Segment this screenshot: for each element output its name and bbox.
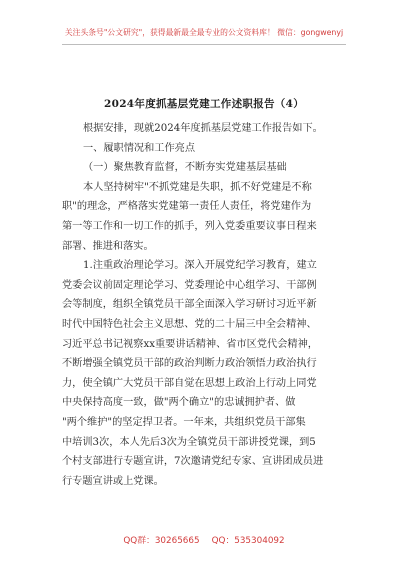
paragraph-line: 中培训3次，本人先后3次为全镇党员干部讲授党课，到5 — [62, 436, 316, 448]
paragraph-line: "两个维护"的坚定捍卫者。一年来，共组织党员干部集 — [62, 416, 306, 428]
paragraph-line: 习近平总书记视察xx重要讲话精神、省市区党代会精神， — [62, 338, 318, 350]
paragraph-line: 第一等工作和一切工作的抓手，列入党委重要议事日程来 — [62, 220, 317, 232]
paragraph-line: 1.注重政治理论学习。深入开展党纪学习教育，建立 — [83, 260, 317, 272]
footer-qq-number: QQ：535304092 — [211, 536, 285, 546]
document-title: 2024年度抓基层党建工作述职报告（4） — [103, 98, 305, 110]
paragraph-intro-line: 根据安排，现就2024年度抓基层党建工作报告如下。 — [83, 123, 323, 134]
paragraph-line: 党委会议前固定理论学习、党委理论中心组学习、干部例 — [62, 279, 317, 291]
section-heading: 一、履职情况和工作亮点 — [83, 142, 196, 154]
paragraph-line: 时代中国特色社会主义思想、党的二十届三中全会精神、 — [62, 318, 317, 330]
paragraph-line: 个村支部进行专题宣讲，7次邀请党纪专家、宣讲团成员进 — [62, 456, 324, 468]
subsection-heading: （一）聚焦教育监督，不断夯实党建基层基础 — [83, 162, 287, 174]
paragraph-line: 力，使全镇广大党员干部自觉在思想上政治上行动上同党 — [62, 377, 317, 389]
paragraph-line: 会等制度，组织全镇党员干部全面深入学习研讨习近平新 — [62, 299, 317, 311]
header-notice: 关注头条号"公文研究"，获得最新最全最专业的公文资料库！ 微信：gongwenyj — [64, 28, 344, 37]
paragraph-line: 不断增强全镇党员干部的政治判断力政治领悟力政治执行 — [62, 358, 317, 370]
paragraph-line: 行专题宣讲或上党课。 — [62, 475, 164, 487]
paragraph-line: 本人坚持树牢"不抓党建是失职，抓不好党建是不称 — [83, 181, 312, 193]
document-body — [62, 119, 352, 491]
footer-qq-group: QQ群：30265665 — [123, 536, 200, 546]
footer-contact — [0, 533, 408, 546]
paragraph-line: 职"的理念，严格落实党建第一责任人责任，将党建作为 — [62, 201, 312, 213]
paragraph-line: 部署、推进和落实。 — [62, 240, 154, 252]
paragraph-line: 中央保持高度一致，做"两个确立"的忠诚拥护者、做 — [62, 397, 296, 409]
header-divider — [62, 44, 346, 45]
